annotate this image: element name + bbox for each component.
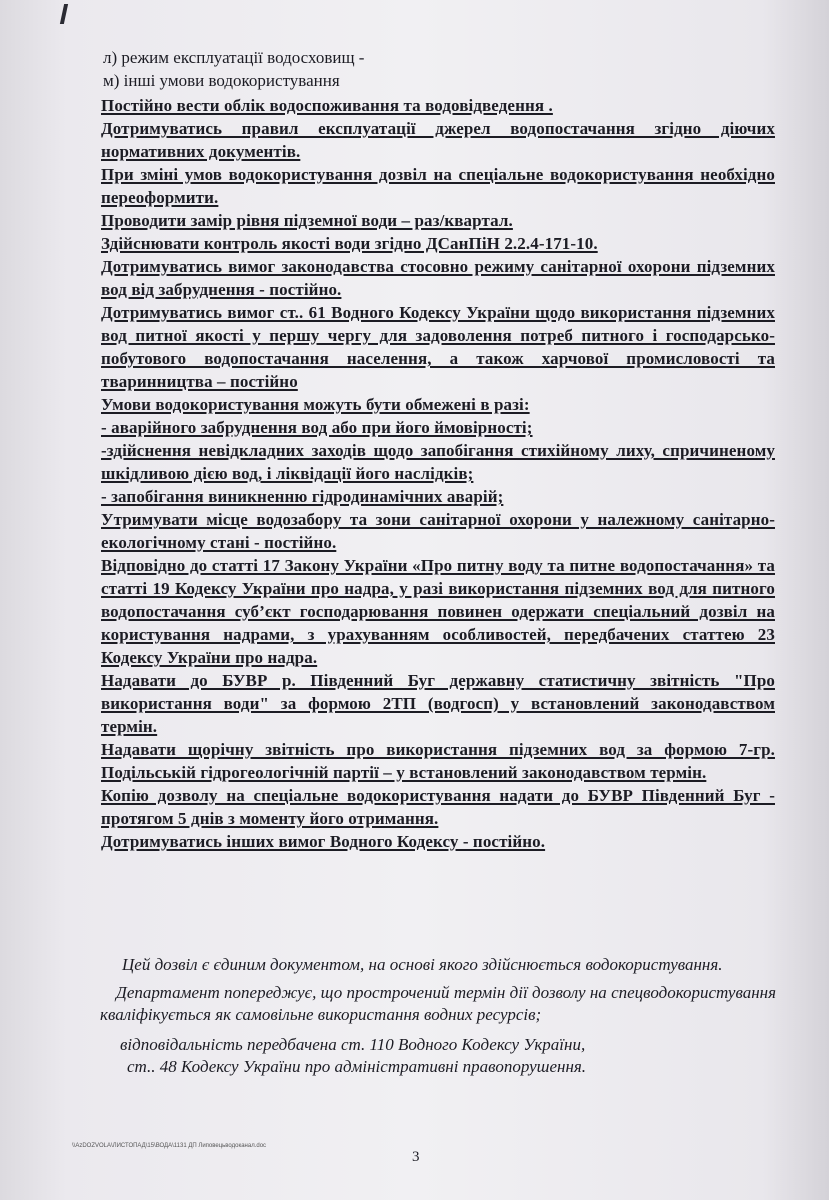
closing-notice bbox=[100, 954, 776, 1078]
condition-item: Утримувати місце водозабору та зони санітарної охорони у належному санітарно-екологічному стані - постійно. bbox=[101, 510, 775, 552]
footer-file-path: \\AzDOZVOLA\ЛИСТОПАД\15\ВОДА\1131 ДП Липовецьводоканал.doc bbox=[72, 1143, 267, 1149]
intro-line: л) режим експлуатації водосховищ - bbox=[103, 48, 365, 67]
condition-item: Дотримуватись інших вимог Водного Кодексу - постійно. bbox=[101, 832, 546, 851]
condition-item: - запобігання виникненню гідродинамічних аварій; bbox=[101, 487, 504, 506]
closing-paragraph: Департамент попереджує, що прострочений термін дії дозволу на спецводокористування кваліфікується як самовільне використання водних ресурсів; bbox=[100, 983, 776, 1024]
condition-item: Умови водокористування можуть бути обмежені в разі: bbox=[101, 395, 530, 414]
closing-paragraph: Цей дозвіл є єдиним документом, на основі якого здійснюється водокористування. bbox=[122, 955, 723, 974]
closing-paragraph: відповідальність передбачена ст. 110 Водного Кодексу України, bbox=[120, 1035, 586, 1054]
closing-paragraph: ст.. 48 Кодексу України про адміністративні правопорушення. bbox=[127, 1057, 587, 1076]
conditions-list bbox=[101, 94, 775, 853]
condition-item: Надавати до БУВР р. Південний Буг державну статистичну звітність "Про використання води" за формою 2ТП (водгосп) у встановлений законодавством термін. bbox=[101, 671, 775, 736]
condition-item: Здійснювати контроль якості води згідно ДСанПіН 2.2.4-171-10. bbox=[101, 234, 598, 253]
condition-item: Дотримуватись вимог законодавства стосовно режиму санітарної охорони підземних вод від забруднення - постійно. bbox=[101, 257, 775, 299]
margin-mark bbox=[60, 4, 68, 24]
condition-item: Проводити замір рівня підземної води – раз/квартал. bbox=[101, 211, 513, 230]
intro-line: м) інші умови водокористування bbox=[103, 71, 340, 90]
page-number: 3 bbox=[412, 1149, 420, 1165]
condition-item: - аварійного забруднення вод або при його ймовірності; bbox=[101, 418, 533, 437]
condition-item: Надавати щорічну звітність про використання підземних вод за формою 7-гр. Подільській гідрогеологічній партії – у встановлений законодавством термін. bbox=[101, 740, 775, 782]
condition-item: -здійснення невідкладних заходів щодо запобігання стихійному лиху, спричиненому шкідливою дією вод, і ліквідації його наслідків; bbox=[101, 441, 775, 483]
condition-item: Дотримуватись вимог ст.. 61 Водного Кодексу України щодо використання підземних вод питної якості у першу чергу для задоволення потреб питного і господарсько-побутового водопостачання населення, а також харчової промисловості та тваринництва – постійно bbox=[101, 303, 775, 391]
condition-item: Дотримуватись правил експлуатації джерел водопостачання згідно діючих нормативних документів. bbox=[101, 119, 775, 161]
condition-item: Відповідно до статті 17 Закону України «Про питну воду та питне водопостачання» та статті 19 Кодексу України про надра, у разі використання підземних вод для питного водопостачання суб’єкт господарювання повинен одержати спеціальний дозвіл на користування надрами, з урахуванням особливостей, передбачених статтею 23 Кодексу України про надра. bbox=[101, 556, 775, 667]
condition-item: Копію дозволу на спеціальне водокористування надати до БУВР Південний Буг - протягом 5 днів з моменту його отримання. bbox=[101, 786, 775, 828]
condition-item: Постійно вести облік водоспоживання та водовідведення . bbox=[101, 96, 553, 115]
condition-item: При зміні умов водокористування дозвіл на спеціальне водокористування необхідно переоформити. bbox=[101, 165, 775, 207]
